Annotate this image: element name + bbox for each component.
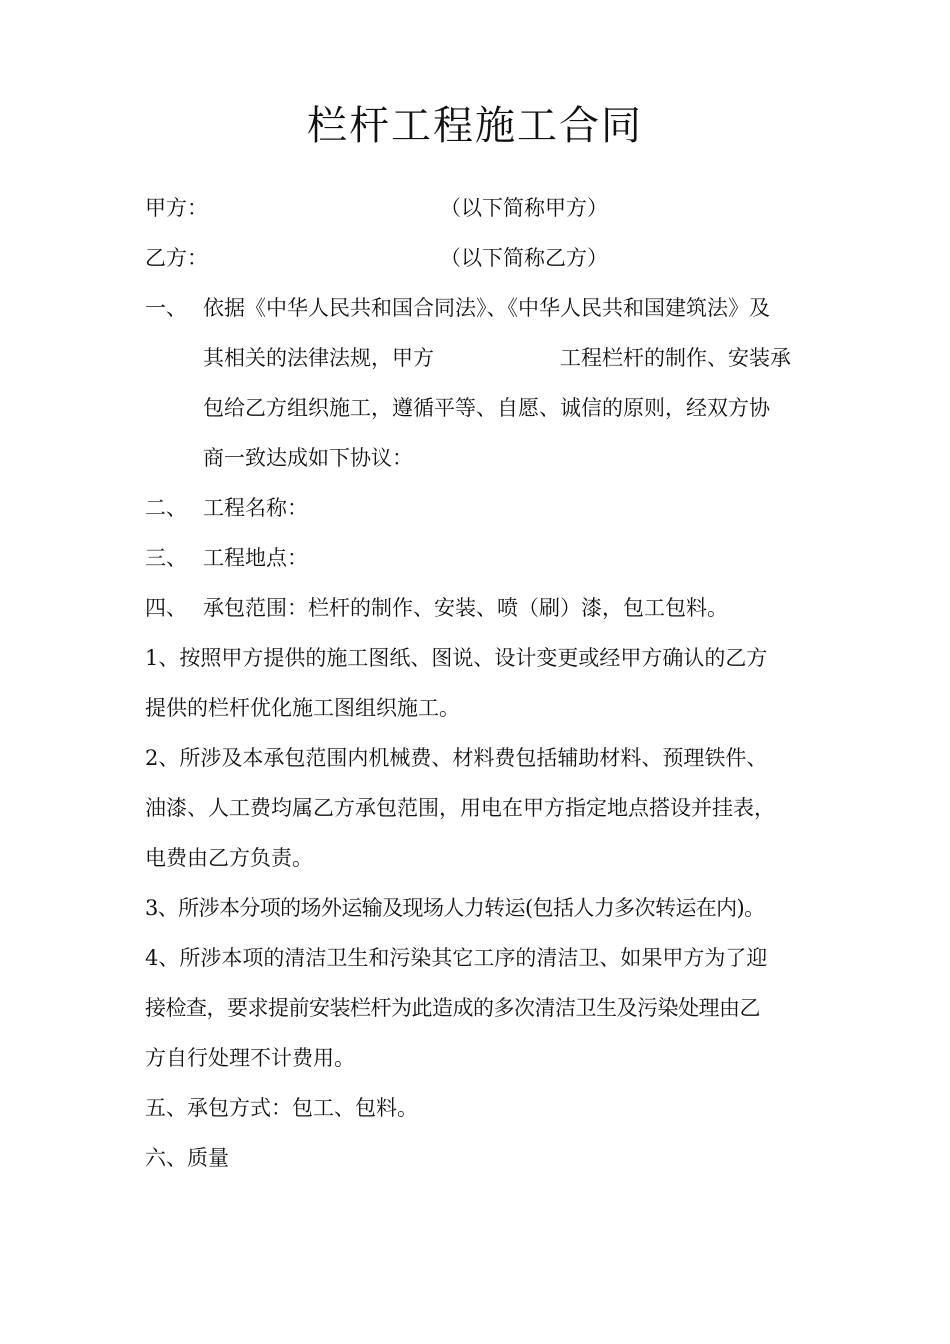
clause-1-number: 一、	[145, 296, 187, 320]
section-6-heading: 六、质量	[145, 1146, 229, 1170]
section-5-heading: 五、承包方式：包工、包料。	[145, 1096, 418, 1120]
clause-1-line-1: 依据《中华人民共和国合同法》、《中华人民共和国建筑法》及	[203, 296, 770, 320]
item-2-line-3: 电费由乙方负责。	[145, 846, 313, 870]
party-b-note: （以下简称乙方）	[440, 246, 608, 270]
party-a-note: （以下简称甲方）	[440, 196, 608, 220]
item-4-line-3: 方自行处理不计费用。	[145, 1046, 355, 1070]
item-4-line-2: 接检查，要求提前安装栏杆为此造成的多次清洁卫生及污染处理由乙	[145, 996, 760, 1020]
clause-3-number: 三、	[145, 546, 187, 570]
clause-1-line-4: 商一致达成如下协议：	[203, 446, 413, 470]
party-a-label: 甲方：	[145, 196, 208, 220]
item-3-line-1: 3、所涉本分项的场外运输及现场人力转运(包括人力多次转运在内)。	[145, 896, 765, 920]
item-2-line-2: 油漆、人工费均属乙方承包范围，用电在甲方指定地点搭设并挂表，	[145, 796, 775, 820]
clause-4-number: 四、	[145, 596, 187, 620]
party-b-label: 乙方：	[145, 246, 208, 270]
clause-2-number: 二、	[145, 496, 187, 520]
clause-1-line-2: 其相关的法律法规，甲方 工程栏杆的制作、安装承	[203, 346, 791, 370]
clause-1-line-3: 包给乙方组织施工，遵循平等、自愿、诚信的原则，经双方协	[203, 396, 770, 420]
clause-2-text: 工程名称：	[203, 496, 308, 520]
item-1-line-1: 1、按照甲方提供的施工图纸、图说、设计变更或经甲方确认的乙方	[145, 646, 768, 670]
clause-4-text: 承包范围：栏杆的制作、安装、喷（刷）漆，包工包料。	[203, 596, 728, 620]
document-title: 栏杆工程施工合同	[307, 103, 643, 149]
item-2-line-1: 2、所涉及本承包范围内机械费、材料费包括辅助材料、预理铁件、	[145, 746, 768, 770]
item-1-line-2: 提供的栏杆优化施工图组织施工。	[145, 696, 460, 720]
clause-3-text: 工程地点：	[203, 546, 308, 570]
item-4-line-1: 4、所涉本项的清洁卫生和污染其它工序的清洁卫、如果甲方为了迎	[145, 946, 768, 970]
